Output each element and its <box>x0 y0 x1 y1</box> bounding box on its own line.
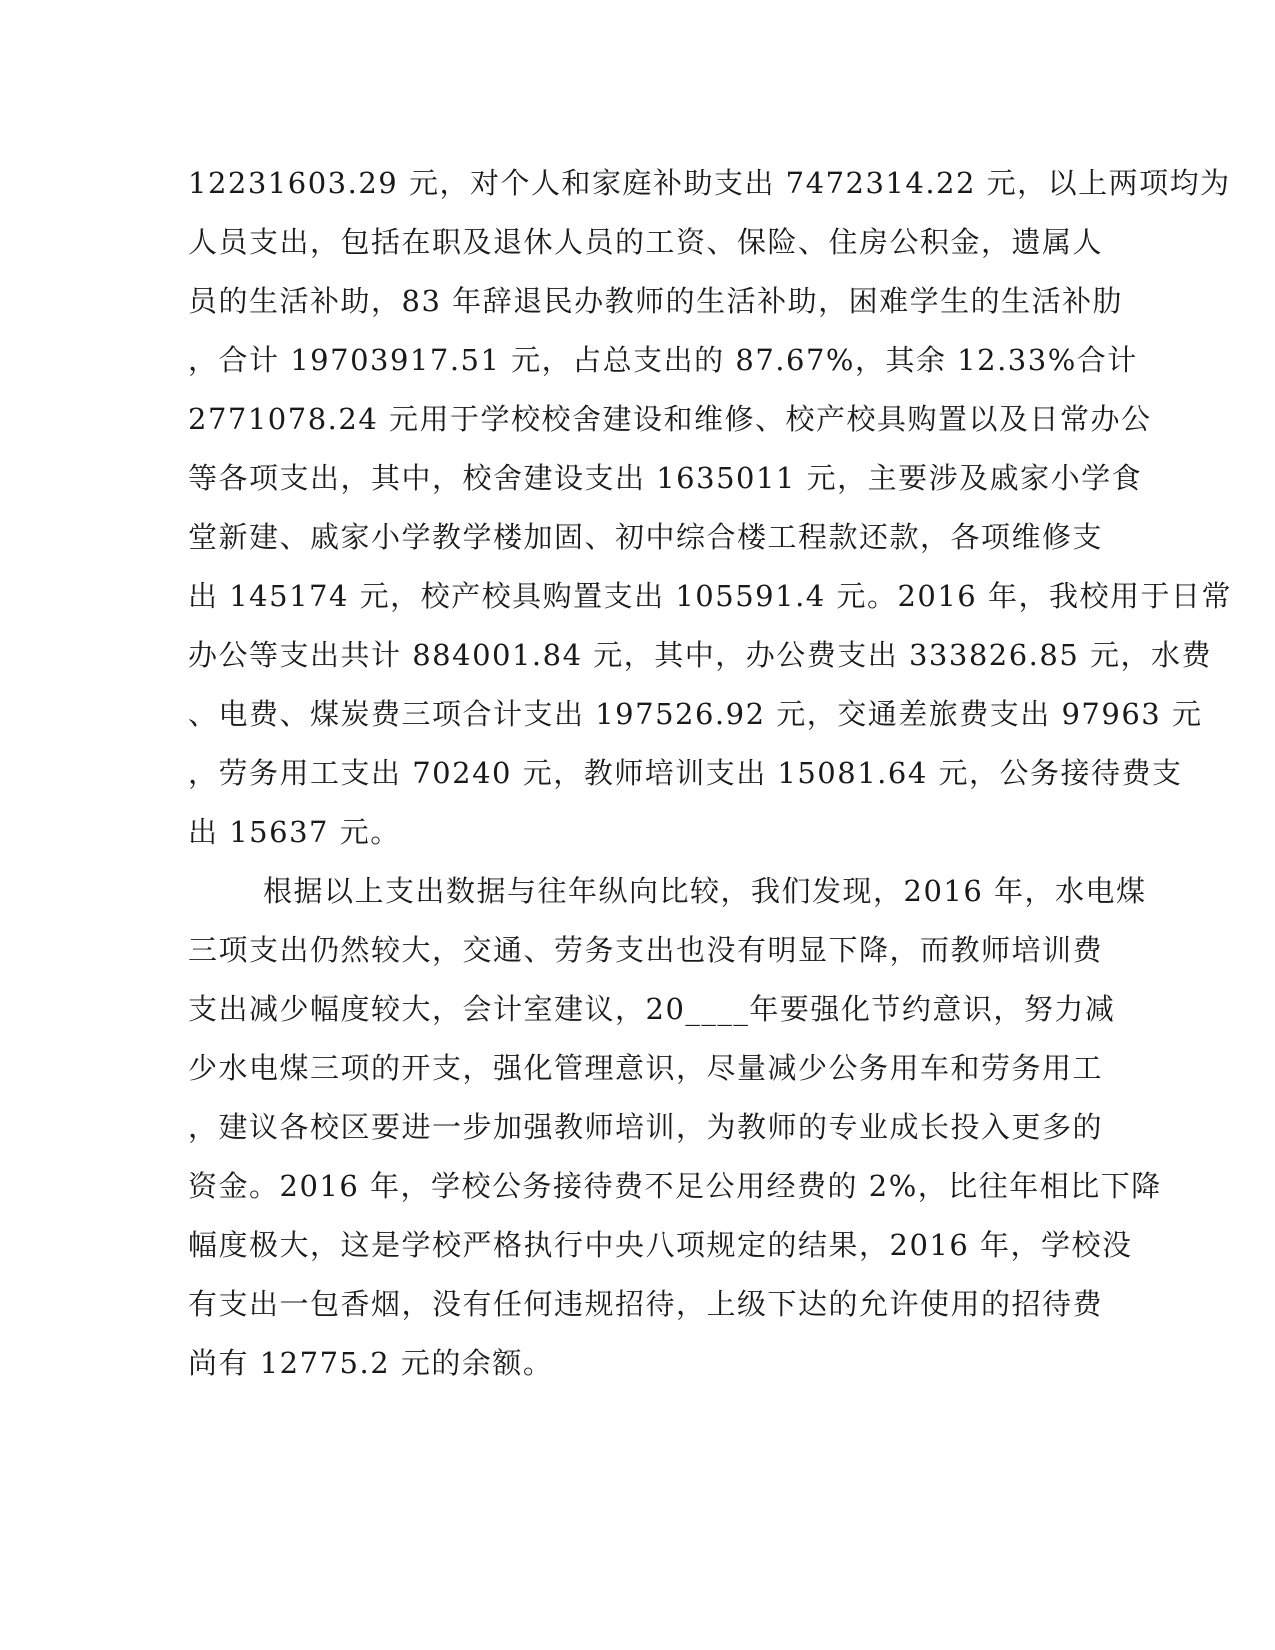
text-line: 资金。2016 年，学校公务接待费不足公用经费的 2%，比往年相比下降 <box>188 1169 1162 1203</box>
text-line: 少水电煤三项的开支，强化管理意识，尽量减少公务用车和劳务用工 <box>188 1051 1104 1085</box>
text-line: ，劳务用工支出 70240 元，教师培训支出 15081.64 元，公务接待费支 <box>188 756 1183 790</box>
text-line: 堂新建、戚家小学教学楼加固、初中综合楼工程款还款，各项维修支 <box>188 520 1104 554</box>
text-line: 人员支出，包括在职及退休人员的工资、保险、住房公积金，遗属人 <box>188 225 1104 259</box>
text-line: 支出减少幅度较大，会计室建议，20____年要强化节约意识，努力减 <box>188 992 1116 1026</box>
paragraph-2 <box>188 871 1162 1402</box>
text-line: 出 15637 元。 <box>188 815 401 849</box>
text-line: 等各项支出，其中，校舍建设支出 1635011 元，主要涉及戚家小学食 <box>188 461 1143 495</box>
paragraph-1 <box>188 163 1232 871</box>
text-line: 有支出一包香烟，没有任何违规招待，上级下达的允许使用的招待费 <box>188 1287 1104 1321</box>
text-line: 办公等支出共计 884001.84 元，其中，办公费支出 333826.85 元，水费 <box>188 638 1213 672</box>
text-line: 2771078.24 元用于学校校舍建设和维修、校产校具购置以及日常办公 <box>188 402 1152 436</box>
text-line: ，建议各校区要进一步加强教师培训，为教师的专业成长投入更多的 <box>188 1110 1104 1144</box>
text-line: 出 145174 元，校产校具购置支出 105591.4 元。2016 年，我校用于日常 <box>188 579 1232 613</box>
text-line: 幅度极大，这是学校严格执行中央八项规定的结果，2016 年，学校没 <box>188 1228 1133 1262</box>
body-text <box>188 163 1232 1402</box>
text-line: 尚有 12775.2 元的余额。 <box>188 1346 554 1380</box>
text-line: ，合计 19703917.51 元，占总支出的 87.67%，其余 12.33%合计 <box>188 343 1138 377</box>
text-line: 、电费、煤炭费三项合计支出 197526.92 元，交通差旅费支出 97963 元 <box>188 697 1203 731</box>
text-line: 12231603.29 元，对个人和家庭补助支出 7472314.22 元，以上两项均为 <box>188 166 1231 200</box>
text-line: 三项支出仍然较大，交通、劳务支出也没有明显下降，而教师培训费 <box>188 933 1104 967</box>
text-line: 员的生活补助，83 年辞退民办教师的生活补助，困难学生的生活补肋 <box>188 284 1124 318</box>
text-line: 根据以上支出数据与往年纵向比较，我们发现，2016 年，水电煤 <box>263 874 1147 908</box>
